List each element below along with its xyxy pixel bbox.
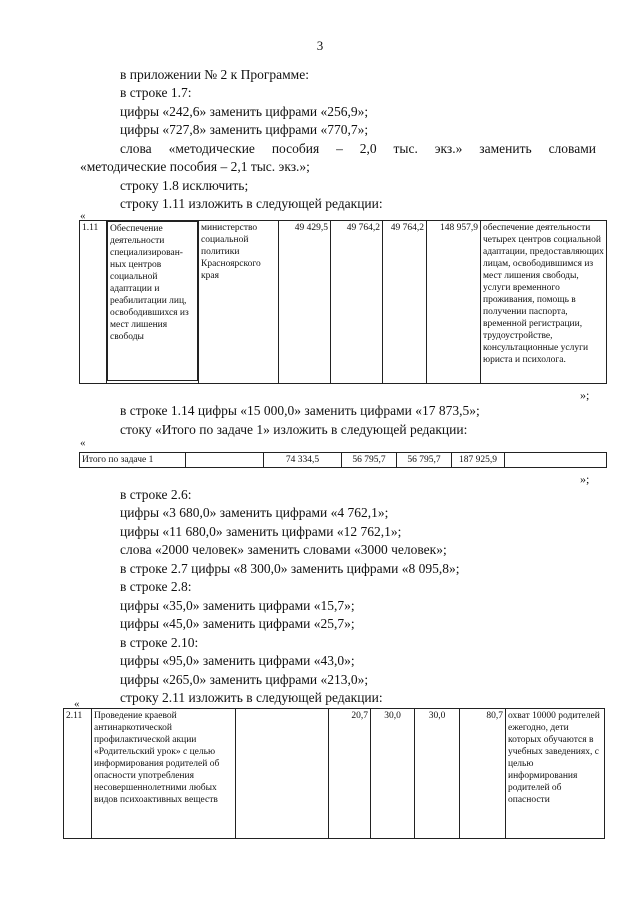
- text-line: в приложении № 2 к Программе:: [120, 67, 309, 82]
- cell-row-number: 2.11: [64, 709, 92, 839]
- text-line: строку 1.8 исключить;: [120, 178, 249, 193]
- text-line: стоку «Итого по задаче 1» изложить в следующей редакции:: [120, 422, 468, 437]
- text-line: строку 2.11 изложить в следующей редакции:: [120, 690, 383, 705]
- open-quote: «: [80, 210, 86, 222]
- cell-row-number: 1.11: [80, 221, 107, 384]
- open-quote: «: [80, 437, 86, 449]
- cell-value-3: 30,0: [415, 709, 460, 839]
- cell-value-1: 74 334,5: [264, 453, 342, 468]
- text-line: в строке 2.7 цифры «8 300,0» заменить цифрами «8 095,8»;: [120, 561, 460, 576]
- cell-value-3: 49 764,2: [383, 221, 427, 384]
- table-row-total-task-1: [79, 452, 607, 468]
- cell-total-label: Итого по задаче 1: [80, 453, 186, 468]
- cell-value-2: 56 795,7: [342, 453, 397, 468]
- cell-value-1: 20,7: [329, 709, 371, 839]
- cell-value-2: 49 764,2: [331, 221, 383, 384]
- cell-total: 148 957,9: [427, 221, 481, 384]
- measure-name-text: Обеспечение деятельности специализирован-ных центров социальной адаптации и реабилитации лиц, освободившихся из мест лишения свободы: [107, 221, 198, 381]
- cell-value-3: 56 795,7: [397, 453, 452, 468]
- text-line: цифры «265,0» заменить цифрами «213,0»;: [120, 672, 369, 687]
- text-line: цифры «11 680,0» заменить цифрами «12 762,1»;: [120, 524, 402, 539]
- cell-result: обеспечение деятельности четырех центров социальной адаптации, предоставляющих лицам, освободившимся из мест лишения свободы, услуги временного проживания, помощь в получении паспорта, временной регистрации, трудоустройстве, консультационные услуги юриста и психолога.: [481, 221, 607, 384]
- cell-executor: [236, 709, 329, 839]
- close-quote: »;: [580, 472, 590, 486]
- text-line: «методические пособия – 2,1 тыс. экз.»;: [80, 159, 310, 174]
- cell-empty: [505, 453, 607, 468]
- text-line: цифры «727,8» заменить цифрами «770,7»;: [120, 122, 369, 137]
- close-quote: »;: [580, 388, 590, 402]
- cell-result: охват 10000 родителей ежегодно, дети которых обучаются в учебных заведениях, с целью информирования родителей об опасности: [506, 709, 605, 839]
- cell-empty: [186, 453, 264, 468]
- cell-total: 80,7: [460, 709, 506, 839]
- page-number: 3: [316, 38, 324, 53]
- cell-value-2: 30,0: [371, 709, 415, 839]
- table-row-2-11: [63, 708, 605, 839]
- cell-total: 187 925,9: [452, 453, 505, 468]
- text-line: цифры «35,0» заменить цифрами «15,7»;: [120, 598, 355, 613]
- text-line: цифры «95,0» заменить цифрами «43,0»;: [120, 653, 355, 668]
- text-line: цифры «3 680,0» заменить цифрами «4 762,1»;: [120, 505, 389, 520]
- text-line: в строке 2.10:: [120, 635, 199, 650]
- text-line: строку 1.11 изложить в следующей редакции:: [120, 196, 383, 211]
- text-line: слова «методические пособия – 2,0 тыс. экз.» заменить словами: [120, 141, 596, 156]
- text-line: цифры «45,0» заменить цифрами «25,7»;: [120, 616, 355, 631]
- cell-executor: министерство социальной политики Красноярского края: [199, 221, 279, 384]
- cell-measure-name: [107, 221, 199, 384]
- text-line: в строке 1.7:: [120, 85, 192, 100]
- text-line: в строке 1.14 цифры «15 000,0» заменить цифрами «17 873,5»;: [120, 403, 480, 418]
- cell-measure-name: Проведение краевой антинаркотической профилактической акции «Родительский урок» с целью информирования родителей об опасности употребления несовершеннолетними любых видов психоактивных веществ: [92, 709, 236, 839]
- text-line: в строке 2.6:: [120, 487, 192, 502]
- open-quote: «: [74, 698, 80, 710]
- cell-value-1: 49 429,5: [279, 221, 331, 384]
- table-row-1-11: [79, 220, 607, 384]
- text-line: слова «2000 человек» заменить словами «3000 человек»;: [120, 542, 447, 557]
- text-line: цифры «242,6» заменить цифрами «256,9»;: [120, 104, 369, 119]
- text-line: в строке 2.8:: [120, 579, 192, 594]
